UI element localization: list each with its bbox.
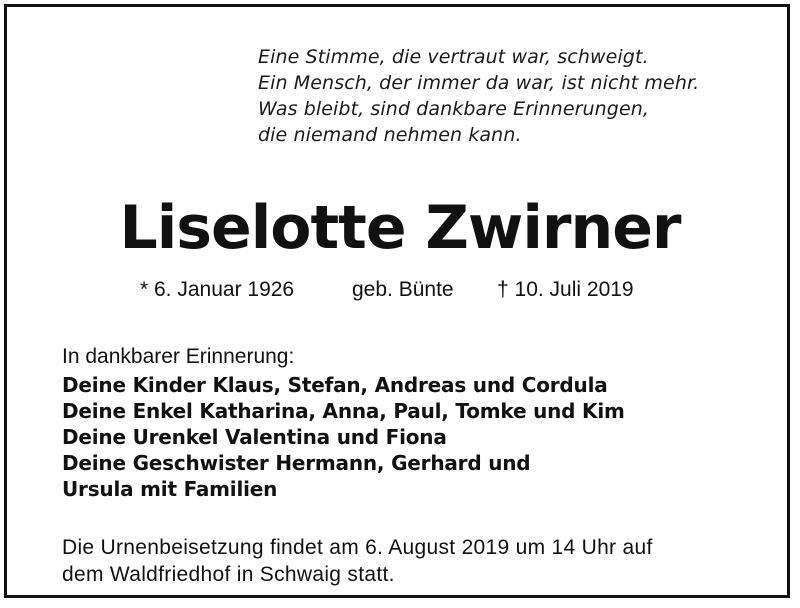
poem-line: Eine Stimme, die vertraut war, schweigt. bbox=[258, 46, 649, 68]
poem-line: die niemand nehmen kann. bbox=[258, 124, 522, 146]
maiden-name: geb. Bünte bbox=[352, 278, 454, 301]
mourner-line: Ursula mit Familien bbox=[62, 477, 278, 501]
mourners-list bbox=[62, 372, 625, 502]
mourner-line: Deine Kinder Klaus, Stefan, Andreas und Cordula bbox=[62, 373, 608, 397]
mourners-intro: In dankbarer Erinnerung: bbox=[62, 345, 295, 368]
burial-info bbox=[62, 534, 762, 588]
burial-line: Die Urnenbeisetzung findet am 6. August 2019 um 14 Uhr auf bbox=[62, 536, 653, 559]
deceased-name: Liselotte Zwirner bbox=[119, 193, 681, 263]
death-date: † 10. Juli 2019 bbox=[497, 278, 634, 301]
mourner-line: Deine Geschwister Hermann, Gerhard und bbox=[62, 451, 531, 475]
mourner-line: Deine Urenkel Valentina und Fiona bbox=[62, 425, 447, 449]
burial-line: dem Waldfriedhof in Schwaig statt. bbox=[62, 563, 395, 586]
poem-line: Ein Mensch, der immer da war, ist nicht mehr. bbox=[258, 72, 700, 94]
mourner-line: Deine Enkel Katharina, Anna, Paul, Tomke und Kim bbox=[62, 399, 625, 423]
birth-date: * 6. Januar 1926 bbox=[140, 278, 295, 301]
poem-line: Was bleibt, sind dankbare Erinnerungen, bbox=[258, 98, 650, 120]
memorial-poem bbox=[258, 44, 758, 148]
